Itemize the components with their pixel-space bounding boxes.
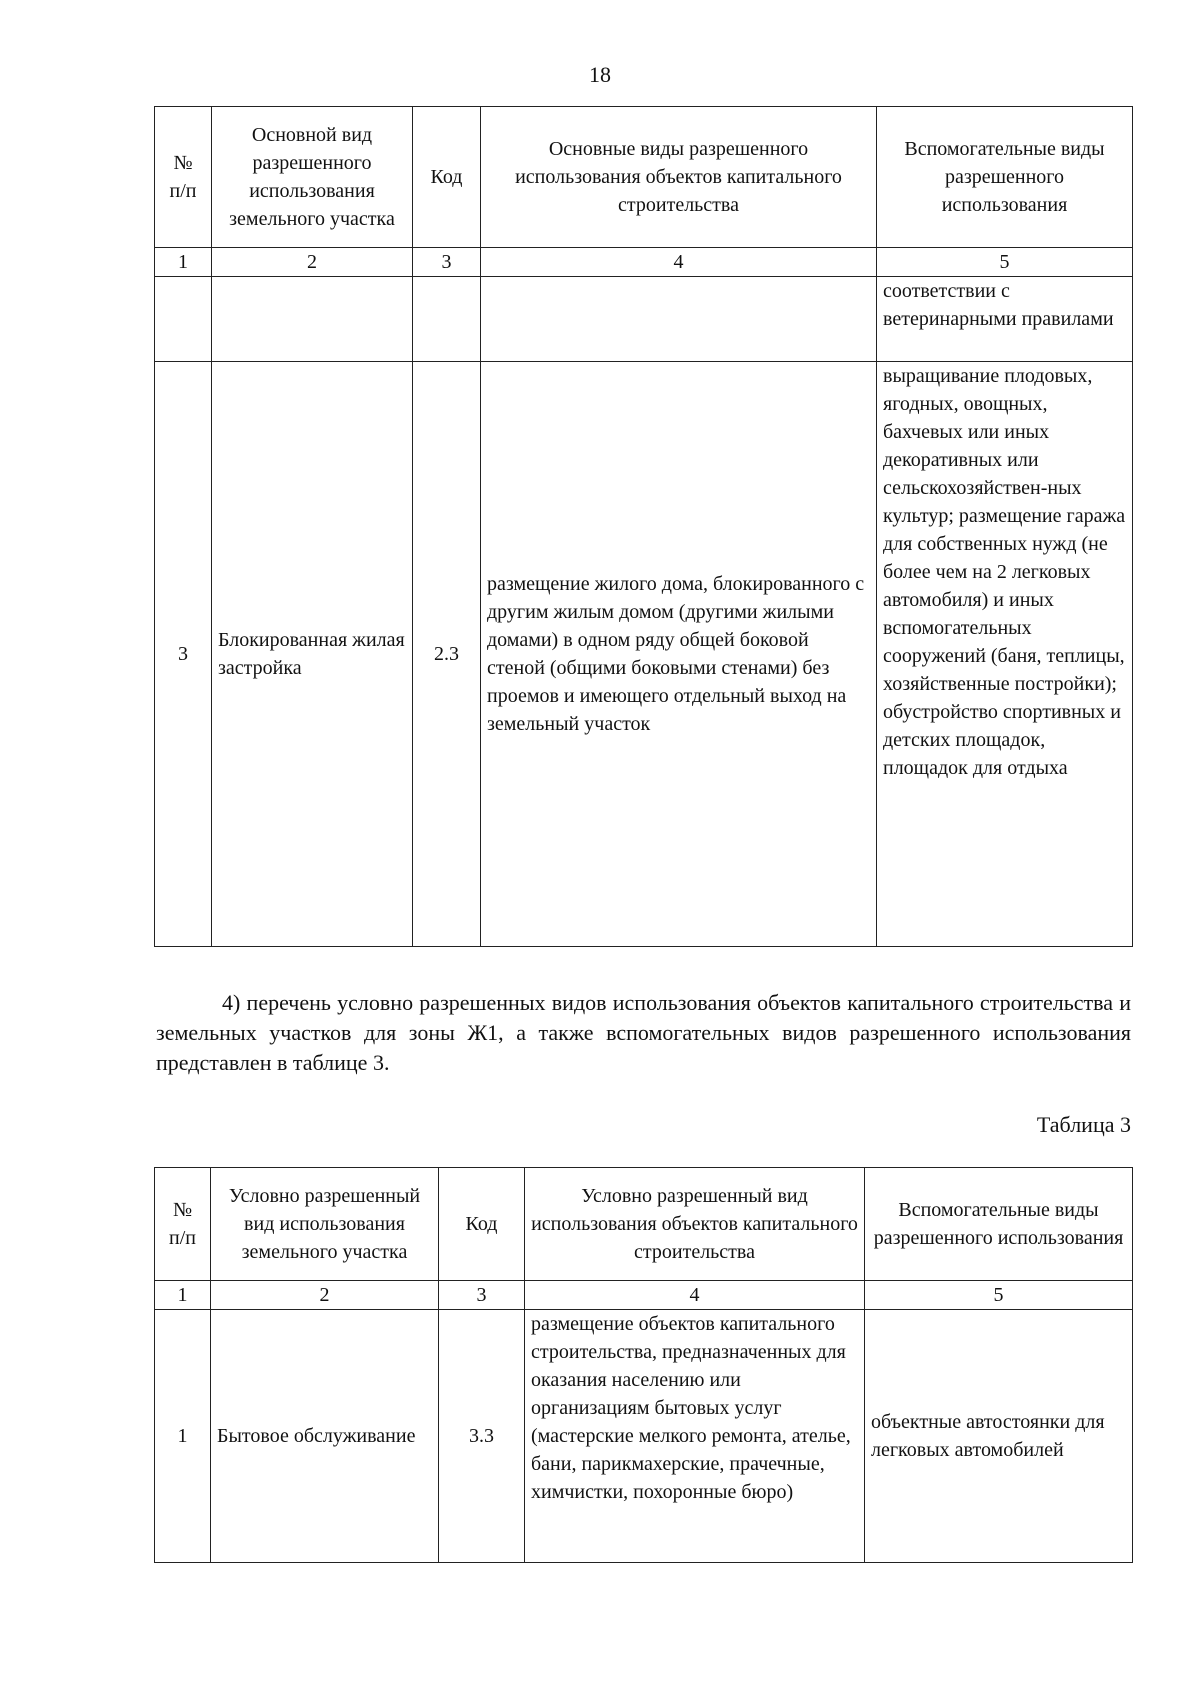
permitted-use-table	[154, 106, 1133, 947]
conditional-use-table	[154, 1167, 1133, 1563]
header-land-use-type: Основной вид разрешенного использования земельного участка	[212, 107, 413, 248]
header-number: № п/п	[155, 107, 212, 248]
column-number-row	[155, 248, 1133, 277]
main-use-description: размещение объектов капитального строительства, предназначенных для оказания населению или организациям бытовых услуг (мастерские мелкого ремонта, ателье, бани, парикмахерские, прачечные, химчистки, похоронные бюро)	[525, 1310, 865, 1563]
column-number-row	[155, 1281, 1133, 1310]
column-number: 4	[481, 248, 877, 277]
header-main-uses: Основные виды разрешенного использования объектов капитального строительства	[481, 107, 877, 248]
use-code: 3.3	[439, 1310, 525, 1563]
column-number: 2	[212, 248, 413, 277]
land-use-type: Блокированная жилая застройка	[212, 362, 413, 947]
table-row	[155, 362, 1133, 947]
header-number: № п/п	[155, 1168, 211, 1281]
column-number: 1	[155, 1281, 211, 1310]
aux-use-continuation: соответствии с ветеринарными правилами	[877, 277, 1133, 362]
land-use-type: Бытовое обслуживание	[211, 1310, 439, 1563]
header-code: Код	[439, 1168, 525, 1281]
paragraph-text: 4) перечень условно разрешенных видов использования объектов капитального строительства и земельных участков для зоны Ж1, а также вспомогательных видов разрешенного использования представлен в таблице 3.	[156, 990, 1131, 1075]
main-use-description: размещение жилого дома, блокированного с другим жилым домом (другими жилыми домами) в одном ряду общей боковой стеной (общими боковыми стенами) без проемов и имеющего отдельный выход на земельный участок	[481, 362, 877, 947]
column-number: 5	[865, 1281, 1133, 1310]
column-number: 5	[877, 248, 1133, 277]
auxiliary-use-description: объектные автостоянки для легковых автомобилей	[865, 1310, 1133, 1563]
table-row	[155, 1310, 1133, 1563]
auxiliary-use-description: выращивание плодовых, ягодных, овощных, бахчевых или иных декоративных или сельскохозяйствен-ных культур; размещение гаража для собственных нужд (не более чем на 2 легковых автомобиля) и иных вспомогательных сооружений (баня, теплицы, хозяйственные постройки); обустройство спортивных и детских площадок, площадок для отдыха	[877, 362, 1133, 947]
table-header-row	[155, 1168, 1133, 1281]
header-code: Код	[413, 107, 481, 248]
row-number: 3	[155, 362, 212, 947]
row-number: 1	[155, 1310, 211, 1563]
use-code: 2.3	[413, 362, 481, 947]
column-number: 2	[211, 1281, 439, 1310]
table-row-continuation	[155, 277, 1133, 362]
column-number: 3	[413, 248, 481, 277]
column-number: 3	[439, 1281, 525, 1310]
table-header-row	[155, 107, 1133, 248]
page-number: 18	[589, 62, 611, 87]
header-auxiliary-uses: Вспомогательные виды разрешенного использования	[877, 107, 1133, 248]
table-caption: Таблица 3	[1036, 1112, 1131, 1137]
column-number: 4	[525, 1281, 865, 1310]
header-conditional-land-use: Условно разрешенный вид использования земельного участка	[211, 1168, 439, 1281]
header-auxiliary-uses: Вспомогательные виды разрешенного использования	[865, 1168, 1133, 1281]
column-number: 1	[155, 248, 212, 277]
header-conditional-building-use: Условно разрешенный вид использования объектов капитального строительства	[525, 1168, 865, 1281]
body-paragraph	[156, 988, 1131, 1078]
